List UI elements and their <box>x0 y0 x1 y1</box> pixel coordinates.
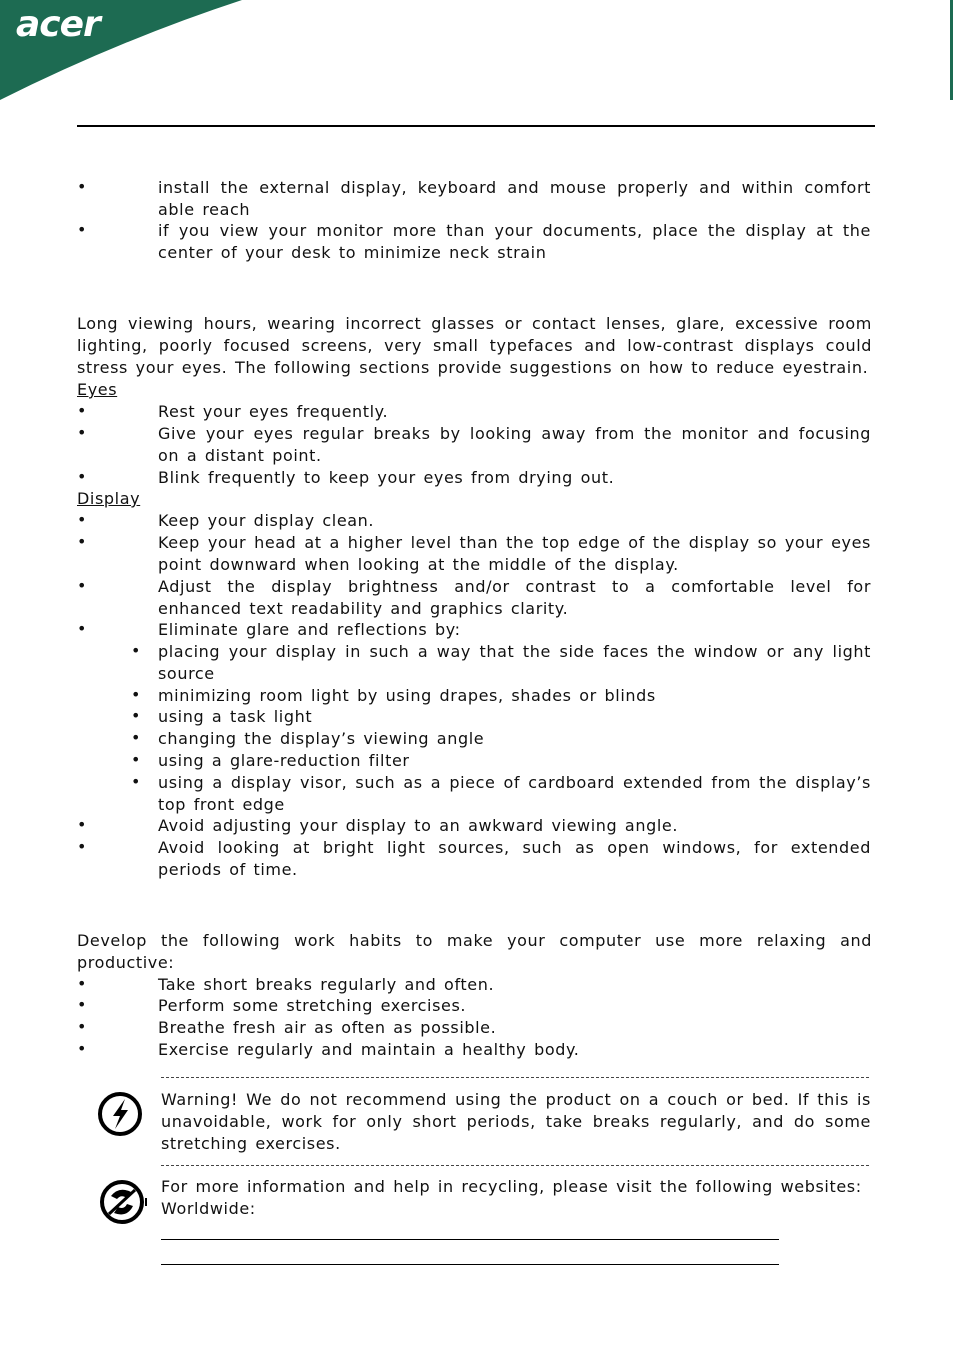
note-divider <box>161 1077 869 1078</box>
list-item: Take short breaks regularly and often. <box>158 975 495 994</box>
bullet-marker: • <box>77 220 88 239</box>
sub-list-item: using a task light <box>158 707 313 726</box>
list-item: Breathe fresh air as often as possible. <box>158 1018 497 1037</box>
sub-list-item: using a display visor, such as a piece of cardboard extended from the display’s top front edge <box>158 773 871 814</box>
habits-intro: Develop the following work habits to make your computer use more relaxing and productive: <box>77 931 872 972</box>
list-item: Exercise regularly and maintain a healthy body. <box>158 1040 580 1059</box>
list-item: if you view your monitor more than your documents, place the display at the center of your desk to minimize neck strain <box>158 221 871 262</box>
list-item: Avoid adjusting your display to an awkward viewing angle. <box>158 816 679 835</box>
sub-list-item: changing the display’s viewing angle <box>158 729 485 748</box>
bullet-marker: • <box>77 532 88 551</box>
bullet-marker: • <box>77 974 88 993</box>
sub-bullet-marker: • <box>131 750 142 769</box>
warning-note: Warning! We do not recommend using the product on a couch or bed. If this is unavoidable, work for only short periods, take breaks regularly, and do some stretching exercises. <box>161 1090 871 1153</box>
bullet-marker: • <box>77 815 88 834</box>
bullet-marker: • <box>77 1039 88 1058</box>
link-underline <box>161 1239 779 1240</box>
bullet-marker: • <box>77 1017 88 1036</box>
bullet-marker: • <box>77 619 88 638</box>
bullet-marker: • <box>77 177 88 196</box>
list-item: Give your eyes regular breaks by looking away from the monitor and focusing on a distant point. <box>158 424 871 465</box>
bullet-marker: • <box>77 423 88 442</box>
eyes-heading: Eyes <box>77 380 118 399</box>
list-item: Avoid looking at bright light sources, such as open windows, for extended periods of time. <box>158 838 871 879</box>
sub-bullet-marker: • <box>131 685 142 704</box>
sub-list-item: minimizing room light by using drapes, shades or blinds <box>158 686 656 705</box>
bullet-marker: • <box>77 467 88 486</box>
worldwide-label: Worldwide: <box>161 1199 256 1218</box>
sub-bullet-marker: • <box>131 641 142 660</box>
recycle-info-line: For more information and help in recycling, please visit the following websites: <box>161 1177 862 1196</box>
sub-bullet-marker: • <box>131 728 142 747</box>
list-item: Keep your display clean. <box>158 511 375 530</box>
list-item: Perform some stretching exercises. <box>158 996 467 1015</box>
sub-bullet-marker: • <box>131 706 142 725</box>
recycle-note-icon <box>97 1176 149 1228</box>
bullet-marker: • <box>77 837 88 856</box>
bullet-marker: • <box>77 995 88 1014</box>
link-underline <box>161 1264 779 1265</box>
header-divider <box>77 125 875 127</box>
list-item: Rest your eyes frequently. <box>158 402 389 421</box>
lightning-icon <box>96 1089 144 1139</box>
display-heading: Display <box>77 489 141 508</box>
bullet-marker: • <box>77 510 88 529</box>
acer-logo: acer <box>16 4 100 45</box>
page-edge-accent <box>950 0 953 100</box>
sub-list-item: placing your display in such a way that the side faces the window or any light source <box>158 642 871 683</box>
list-item: install the external display, keyboard and mouse properly and within comfort able reach <box>158 178 871 219</box>
list-item: Blink frequently to keep your eyes from drying out. <box>158 468 615 487</box>
eyestrain-intro: Long viewing hours, wearing incorrect glasses or contact lenses, glare, excessive room lighting, poorly focused screens, very small typefaces and low-contrast displays could stress your eyes. The following sections provide suggestions on how to reduce eyestrain. <box>77 314 872 377</box>
list-item: Keep your head at a higher level than the top edge of the display so your eyes point downward when looking at the middle of the display. <box>158 533 871 574</box>
sub-bullet-marker: • <box>131 772 142 791</box>
list-item: Eliminate glare and reflections by: <box>158 620 461 639</box>
bullet-marker: • <box>77 401 88 420</box>
list-item: Adjust the display brightness and/or contrast to a comfortable level for enhanced text readability and graphics clarity. <box>158 577 871 618</box>
bullet-marker: • <box>77 576 88 595</box>
note-divider <box>161 1165 869 1166</box>
sub-list-item: using a glare-reduction filter <box>158 751 410 770</box>
